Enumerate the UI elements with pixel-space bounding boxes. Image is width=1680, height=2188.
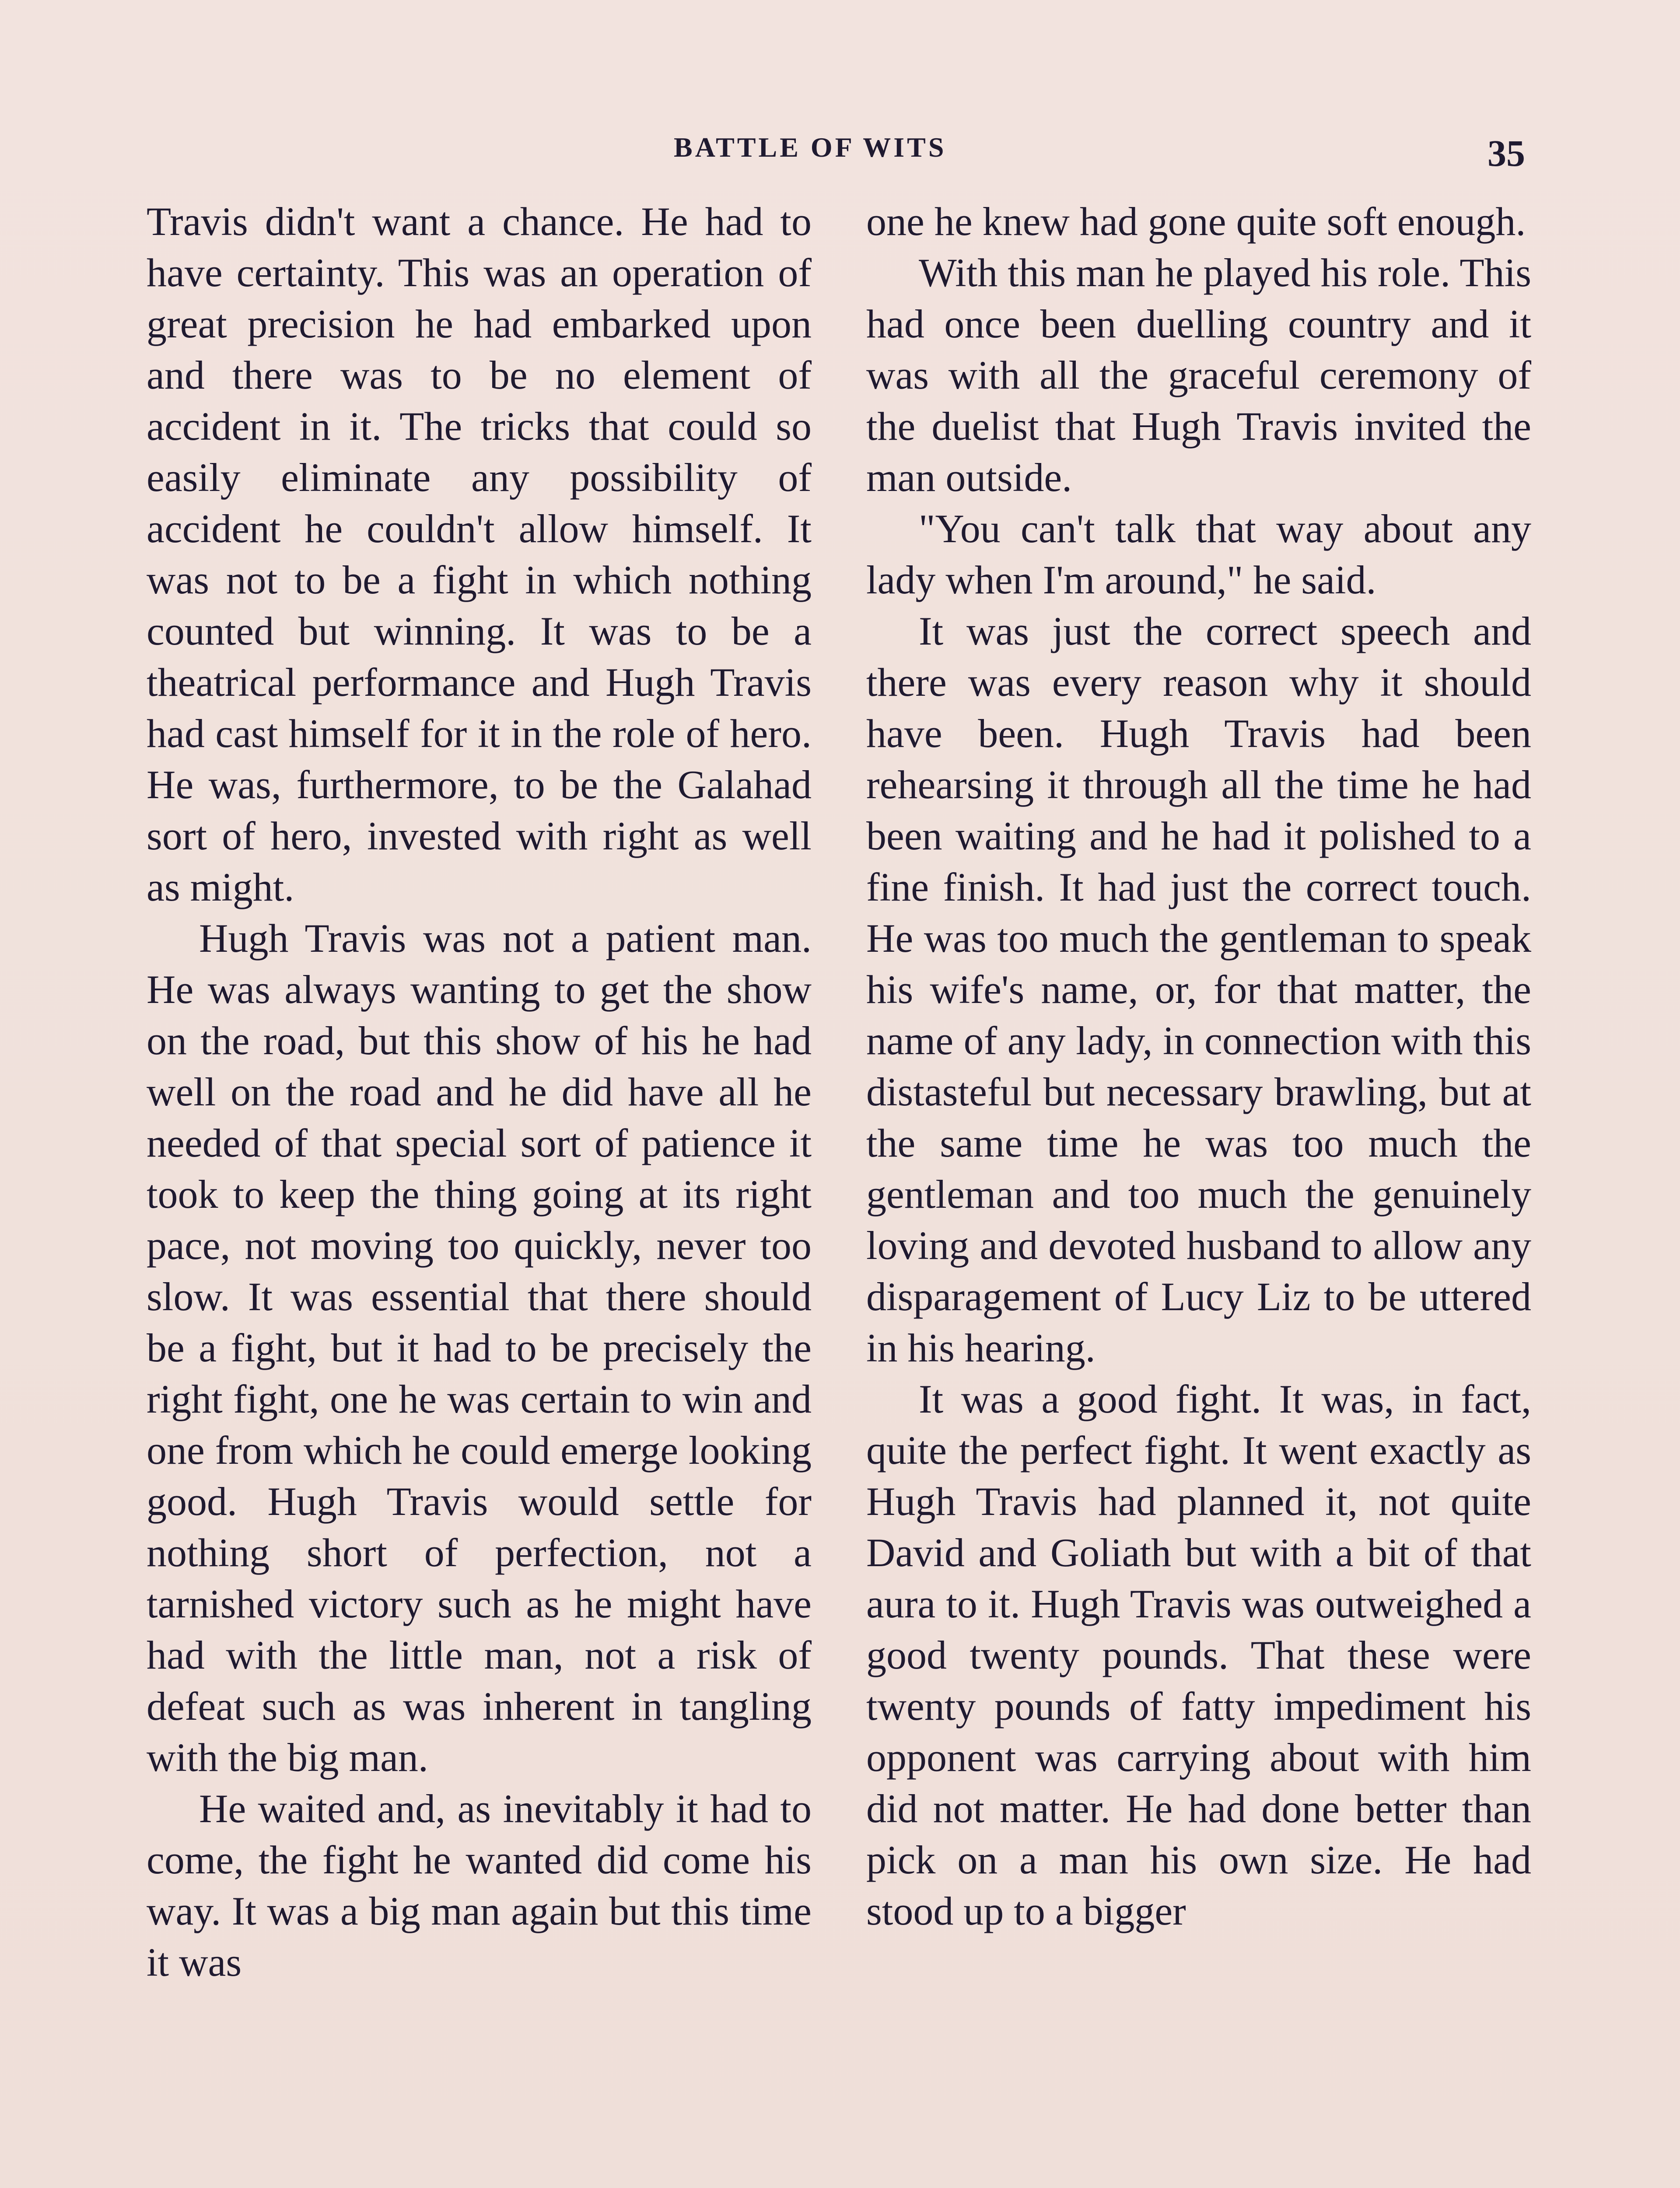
paragraph: It was a good fight. It was, in fact, quite the perfect fight. It went exactly as Hugh Travis had planned it, not quite David and Goliath but with a bit of that aura to it. Hugh Travis was outweighed a good twenty pounds. That these were twenty pounds of fatty impediment his opponent was carrying about with him did not matter. He had done better than pick on a man his own size. He had stood up to a bigger [866,1377,1531,1933]
paragraph: Travis didn't want a chance. He had to have certainty. This was an operation of great precision he had embarked upon and there was to be no element of accident in it. The tricks that could so easily eliminate any possibility of accident he couldn't allow himself. It was not to be a fight in which nothing counted but winning. It was to be a theatrical performance and Hugh Travis had cast himself for it in the role of hero. He was, furthermore, to be the Galahad sort of hero, invested with right as well as might. [147,199,812,909]
left-column [147,196,812,1988]
running-head: BATTLE OF WITS [674,132,947,163]
paragraph: It was just the correct speech and there was every reason why it should have been. Hugh Travis had been rehearsing it through all the time he had been waiting and he had it polished to a fine finish. It had just the correct touch. He was too much the gentleman to speak his wife's name, or, for that matter, the name of any lady, in connection with this distasteful but necessary brawling, but at the same time he was too much the gentleman and too much the genuinely loving and devoted husband to allow any disparagement of Lucy Liz to be uttered in his hearing. [866,609,1531,1370]
paragraph: With this man he played his role. This had once been duelling country and it was with all the graceful ceremony of the duelist that Hugh Travis invited the man outside. [866,250,1531,500]
paragraph: He waited and, as inevitably it had to come, the fight he wanted did come his way. It was a big man again but this time it was [147,1786,812,1985]
paragraph: "You can't talk that way about any lady when I'm around," he said. [866,506,1531,602]
paragraph: Hugh Travis was not a patient man. He was always wanting to get the show on the road, but this show of his he had well on the road and he did have all he needed of that special sort of patience it took to keep the thing going at its right pace, not moving too quickly, never too slow. It was essential that there should be a fight, but it had to be precisely the right fight, one he was certain to win and one from which he could emerge looking good. Hugh Travis would settle for nothing short of perfection, not a tarnished victory such as he might have had with the little man, not a risk of defeat such as was inherent in tangling with the big man. [147,916,812,1780]
page-number: 35 [1488,132,1525,174]
paragraph: one he knew had gone quite soft enough. [866,199,1526,244]
right-column [866,196,1531,1937]
